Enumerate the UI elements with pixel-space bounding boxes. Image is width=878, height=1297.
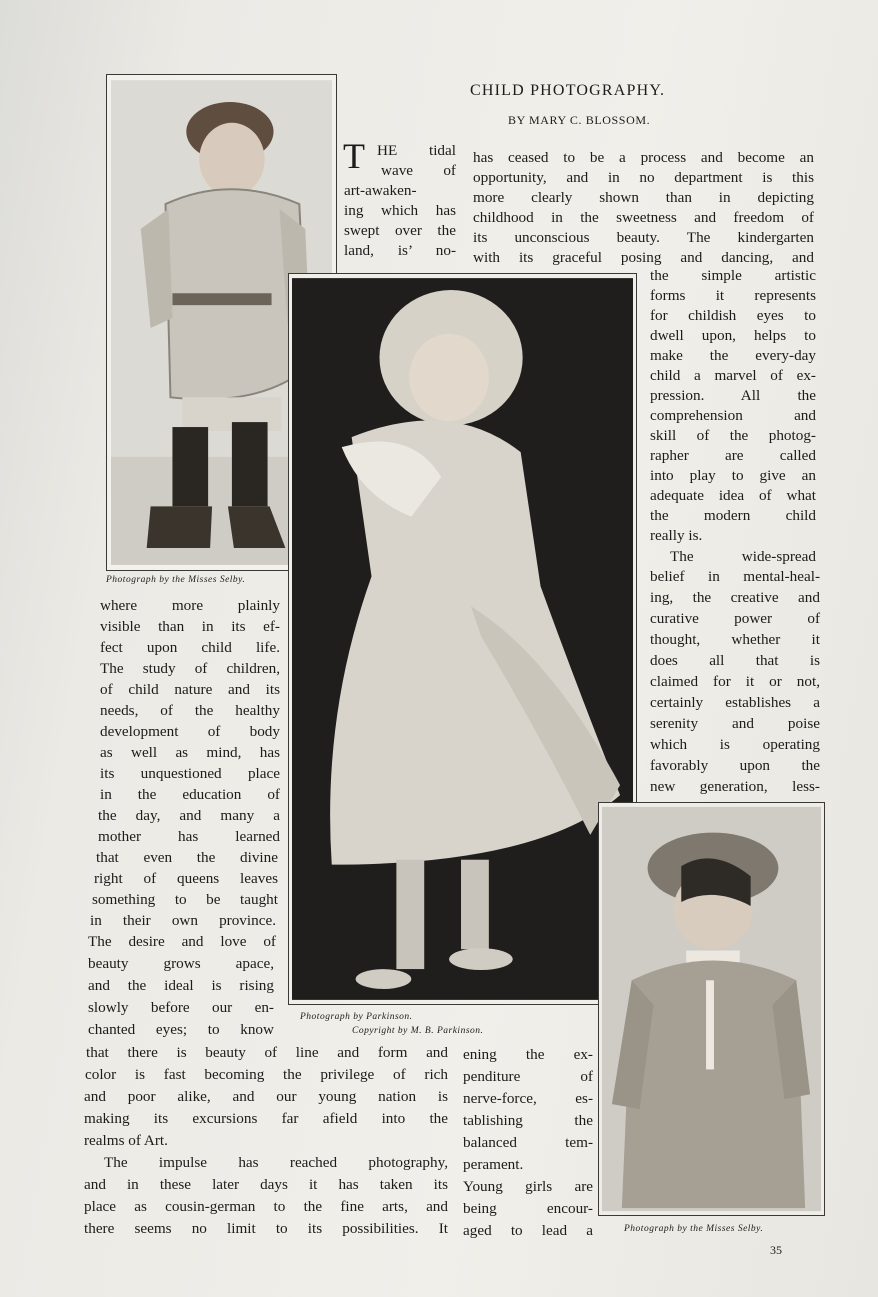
article-title: CHILD PHOTOGRAPHY. <box>470 82 666 99</box>
text-line: development of body <box>100 723 280 740</box>
text-line: needs, of the healthy <box>100 702 280 719</box>
text-line: land, is’ no- <box>344 242 456 259</box>
text-line: ening the ex- <box>463 1046 593 1063</box>
text-line: with its graceful posing and dancing, and <box>473 249 814 266</box>
text-line: place as cousin-german to the fine arts, and <box>84 1198 448 1215</box>
text-line: ing, the creative and <box>650 589 820 606</box>
caption-photo-1: Photograph by the Misses Selby. <box>106 575 246 585</box>
text-line: as well as mind, has <box>100 744 280 761</box>
text-line: curative power of <box>650 610 820 627</box>
text-line: opportunity, and in no department is this <box>473 169 814 186</box>
text-line: which is operating <box>650 736 820 753</box>
text-line: adequate idea of what <box>650 487 816 504</box>
text-line: The impulse has reached photography, <box>104 1154 448 1171</box>
text-line: new generation, less- <box>650 778 820 795</box>
text-line: the simple artistic <box>650 267 816 284</box>
text-line: favorably upon the <box>650 757 820 774</box>
text-line: forms it represents <box>650 287 816 304</box>
text-line: right of queens leaves <box>94 870 278 887</box>
text-line: realms of Art. <box>84 1132 168 1149</box>
text-line: of child nature and its <box>100 681 280 698</box>
text-line: The study of children, <box>100 660 280 677</box>
text-line: slowly before our en- <box>88 999 274 1016</box>
text-line: has ceased to be a process and become an <box>473 149 814 166</box>
text-line: chanted eyes; to know <box>88 1021 274 1038</box>
text-line: childhood in the sweetness and freedom of <box>473 209 814 226</box>
text-line: visible than in its ef- <box>100 618 280 635</box>
text-line: child a marvel of ex- <box>650 367 816 384</box>
text-line: tablishing the <box>463 1112 593 1129</box>
text-line: and poor alike, and our young nation is <box>84 1088 448 1105</box>
text-line: certainly establishes a <box>650 694 820 711</box>
text-line: the modern child <box>650 507 816 524</box>
text-line: that there is beauty of line and form and <box>86 1044 448 1061</box>
text-line: perament. <box>463 1156 524 1173</box>
article-byline: BY MARY C. BLOSSOM. <box>508 113 651 127</box>
text-line: fect upon child life. <box>100 639 280 656</box>
text-line: its unconscious beauty. The kindergarten <box>473 229 814 246</box>
text-line: and the ideal is rising <box>88 977 274 994</box>
text-line: does all that is <box>650 652 820 669</box>
text-line: that even the divine <box>96 849 278 866</box>
drop-cap: T <box>343 136 365 176</box>
text-line: beauty grows apace, <box>88 955 274 972</box>
text-line: HE tidal <box>377 142 456 159</box>
page-number: 35 <box>770 1243 782 1257</box>
text-line: in their own province. <box>90 912 276 929</box>
text-line: The wide-spread <box>670 548 816 565</box>
text-line: Young girls are <box>463 1178 593 1195</box>
text-line: nerve-force, es- <box>463 1090 593 1107</box>
text-line: thought, whether it <box>650 631 820 648</box>
photo-boy-hat <box>598 802 825 1216</box>
text-line: into play to give an <box>650 467 816 484</box>
text-line: color is fast becoming the privilege of rich <box>85 1066 448 1083</box>
text-line: and in these later days it has taken its <box>84 1176 448 1193</box>
text-line: in the education of <box>100 786 280 803</box>
text-line: claimed for it or not, <box>650 673 820 690</box>
text-line: dwell upon, helps to <box>650 327 816 344</box>
text-line: balanced tem- <box>463 1134 593 1151</box>
text-line: its unquestioned place <box>100 765 280 782</box>
text-line: make the every-day <box>650 347 816 364</box>
text-line: swept over the <box>344 222 456 239</box>
text-line: art-awaken- <box>344 182 417 199</box>
text-line: comprehension and <box>650 407 816 424</box>
text-line: skill of the photog- <box>650 427 816 444</box>
text-line: aged to lead a <box>463 1222 593 1239</box>
text-line: serenity and poise <box>650 715 820 732</box>
caption-photo-2b: Copyright by M. B. Parkinson. <box>352 1026 484 1036</box>
boy-hat-figure <box>602 806 821 1212</box>
text-line: being encour- <box>463 1200 593 1217</box>
caption-photo-3: Photograph by the Misses Selby. <box>624 1224 764 1234</box>
text-line: wave of <box>381 162 456 179</box>
text-line: pression. All the <box>650 387 816 404</box>
text-line: for childish eyes to <box>650 307 816 324</box>
caption-photo-2a: Photograph by Parkinson. <box>300 1012 413 1022</box>
text-line: the day, and many a <box>98 807 280 824</box>
text-line: where more plainly <box>100 597 280 614</box>
girl-bonnet-figure <box>292 277 633 1001</box>
photo-girl-bonnet <box>288 273 637 1005</box>
text-line: ing which has <box>344 202 456 219</box>
text-line: belief in mental-heal- <box>650 568 820 585</box>
text-line: mother has learned <box>98 828 280 845</box>
text-line: rapher are called <box>650 447 816 464</box>
text-line: making its excursions far afield into the <box>84 1110 448 1127</box>
text-line: really is. <box>650 527 703 544</box>
text-line: there seems no limit to its possibilities. It <box>84 1220 448 1237</box>
text-line: something to be taught <box>92 891 278 908</box>
text-line: penditure of <box>463 1068 593 1085</box>
text-line: The desire and love of <box>88 933 276 950</box>
text-line: more clearly shown than in depicting <box>473 189 814 206</box>
